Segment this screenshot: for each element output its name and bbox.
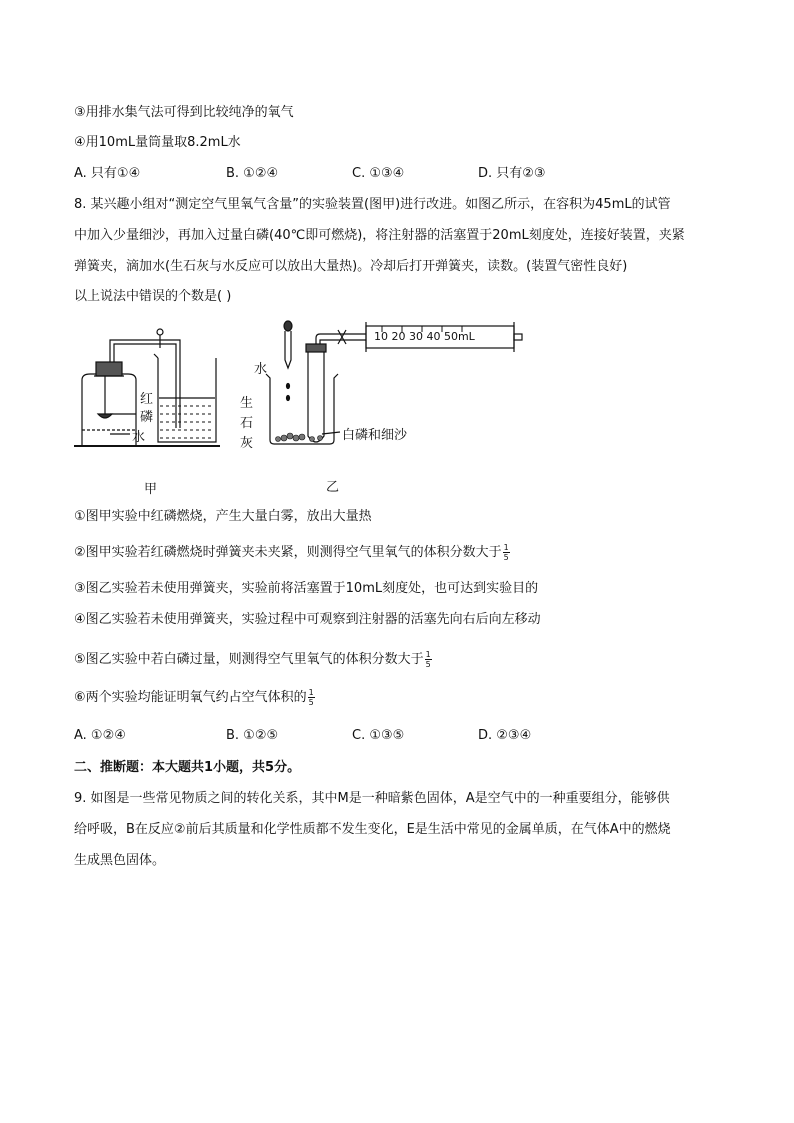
q8-stem-line3: 弹簧夹，滴加水(生石灰与水反应可以放出大量热)。冷却后打开弹簧夹，读数。(装置气密性良好) — [74, 259, 628, 274]
q8-statement-3: ③图乙实验若未使用弹簧夹，实验前将活塞置于10mL刻度处，也可达到实验目的 — [74, 581, 539, 596]
test-tube — [308, 350, 324, 442]
jar-body — [82, 374, 136, 446]
q9-stem-line3: 生成黑色固体。 — [74, 853, 166, 868]
lime-label-2: 石 — [240, 416, 254, 431]
red-phosphorus-label-2: 磷 — [140, 410, 154, 425]
q8-statement-5-text: ⑤图乙实验中若白磷过量，则测得空气里氧气的体积分数大于 — [74, 652, 424, 667]
q8-statement-1: ①图甲实验中红磷燃烧，产生大量白雾，放出大量热 — [74, 509, 372, 524]
lime-label-3: 灰 — [240, 436, 254, 451]
fraction-numerator: 1 — [425, 650, 431, 659]
fraction-one-fifth — [425, 650, 432, 669]
q9-stem-line1: 9. 如图是一些常见物质之间的转化关系，其中M是一种暗紫色固体，A是空气中的一种重要组分，能够供 — [74, 791, 670, 806]
water-label-jia: 水 — [132, 430, 146, 445]
q8-stem-line1: 8. 某兴趣小组对“测定空气里氧气含量”的实验装置(图甲)进行改进。如图乙所示，在容积为45mL的试管 — [74, 197, 671, 212]
q7-option-c[interactable]: C. ①③④ — [352, 166, 405, 181]
q8-stem-line4: 以上说法中错误的个数是( ) — [74, 289, 232, 304]
q8-statement-6-text: ⑥两个实验均能证明氧气约占空气体积的 — [74, 690, 307, 705]
q8-statement-6 — [74, 688, 315, 707]
figure-jia-caption: 甲 — [144, 482, 158, 497]
figure-yi-caption: 乙 — [326, 480, 340, 495]
q8-option-c[interactable]: C. ①③⑤ — [352, 728, 405, 743]
q8-statement-5 — [74, 650, 432, 669]
figure-drawing — [70, 318, 530, 498]
q8-option-b[interactable]: B. ①②⑤ — [226, 728, 279, 743]
experiment-figure — [70, 318, 530, 498]
fraction-numerator: 1 — [503, 543, 509, 552]
beaker-jia — [158, 358, 216, 442]
section-heading: 二、推断题：本大题共1小题，共5分。 — [74, 760, 301, 775]
q7-options — [74, 165, 714, 183]
fraction-denominator: 5 — [425, 660, 431, 669]
red-phosphorus-label-1: 红 — [140, 392, 154, 407]
statement-3: ③用排水集气法可得到比较纯净的氧气 — [74, 105, 294, 120]
q7-option-a[interactable]: A. 只有①④ — [74, 166, 141, 181]
q8-option-d[interactable]: D. ②③④ — [478, 728, 532, 743]
q8-option-a[interactable]: A. ①②④ — [74, 728, 126, 743]
syringe-scale-label: 10 20 30 40 50mL — [374, 330, 475, 343]
q8-statement-2 — [74, 543, 510, 562]
water-label-yi: 水 — [254, 362, 268, 377]
q8-stem-line2: 中加入少量细沙，再加入过量白磷(40℃即可燃烧)，将注射器的活塞置于20mL刻度处，连接好装置，夹紧 — [74, 228, 685, 243]
q9-stem-line2: 给呼吸，B在反应②前后其质量和化学性质都不发生变化，E是生活中常见的金属单质，在气体A中的燃烧 — [74, 822, 671, 837]
q8-options — [74, 727, 714, 745]
fraction-one-fifth — [308, 688, 315, 707]
fraction-numerator: 1 — [308, 688, 314, 697]
lime-label-1: 生 — [240, 396, 254, 411]
fraction-denominator: 5 — [308, 698, 314, 707]
statement-4: ④用10mL量筒量取8.2mL水 — [74, 135, 241, 150]
jar-stopper — [96, 362, 122, 376]
fraction-denominator: 5 — [503, 553, 509, 562]
q8-statement-2-text: ②图甲实验若红磷燃烧时弹簧夹未夹紧，则测得空气里氧气的体积分数大于 — [74, 545, 502, 560]
q8-statement-4: ④图乙实验若未使用弹簧夹，实验过程中可观察到注射器的活塞先向右后向左移动 — [74, 612, 541, 627]
white-phosphorus-sand-label: 白磷和细沙 — [342, 428, 408, 443]
q7-option-d[interactable]: D. 只有②③ — [478, 166, 546, 181]
fraction-one-fifth — [503, 543, 510, 562]
q7-option-b[interactable]: B. ①②④ — [226, 166, 279, 181]
